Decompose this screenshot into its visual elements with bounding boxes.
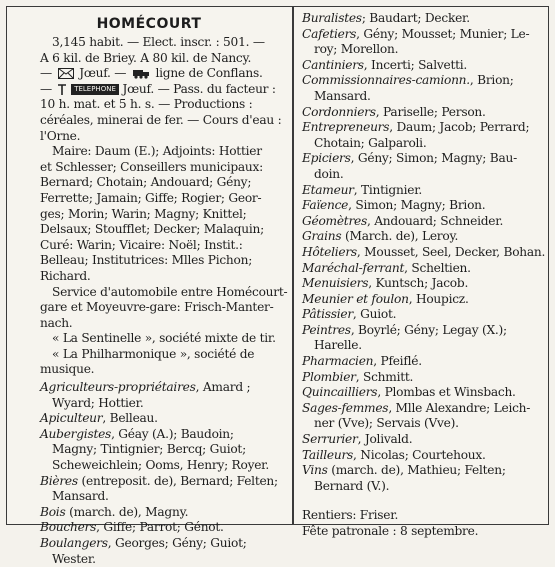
left-entries (40, 380, 286, 567)
entry-text: , Schmitt. (355, 369, 414, 384)
entry-name: Quincailliers (302, 385, 378, 400)
mairie-line: Ferrette; Jamain; Giffe; Rogier; Geor- (40, 190, 262, 205)
intro-line: ligne de Conflans. (155, 66, 263, 81)
right-column (294, 7, 550, 540)
entry-name: Maréchal-ferrant (302, 260, 405, 275)
envelope-icon (58, 68, 74, 79)
entry-name: Meunier et foulon (302, 291, 409, 306)
societies-block (40, 331, 286, 378)
entry-text: , Plombas et Winsbach. (377, 385, 516, 400)
entry (302, 261, 544, 277)
entry (302, 448, 544, 464)
entry-text: ner (Vve); Servais (Vve). (314, 416, 459, 431)
entry-text: Chotain; Galparoli. (314, 135, 427, 150)
entry-name: Faïence (302, 198, 349, 213)
entry (302, 27, 544, 58)
entry (302, 276, 544, 292)
entry-text: Mansard. (52, 489, 109, 504)
entry-text: (March. de), Leroy. (341, 229, 459, 244)
footer-line: Fête patronale : 8 septembre. (302, 524, 479, 538)
entry-text: , Amard ; (195, 380, 251, 395)
entry (40, 536, 286, 567)
entry-name: Buralistes (302, 11, 362, 25)
telephone-badge: TELEPHONE (71, 84, 119, 95)
mairie-line: et Schlesser; Conseillers municipaux: (40, 159, 264, 174)
entry (302, 354, 544, 370)
intro-line: Jœuf. — (79, 66, 130, 81)
intro-line: l'Orne. (40, 128, 81, 143)
dash-mark: — (40, 81, 56, 96)
entry (302, 401, 544, 432)
entry-text: , Tintignier. (353, 182, 423, 197)
entry-text: , Mlle Alexandre; Leich- (388, 400, 531, 415)
railway-icon (132, 68, 150, 79)
entry-text: , Belleau. (102, 411, 158, 426)
entry-text: , Incerti; Salvetti. (363, 57, 468, 72)
service-line: gare et Moyeuvre-gare: Frisch-Manter- (40, 300, 274, 315)
dash-mark: — (40, 66, 56, 81)
entry-text: (march. de), Magny. (65, 504, 189, 519)
service-line: nach. (40, 315, 73, 330)
entry (302, 229, 544, 245)
entry-text: Scheweichlein; Ooms, Henry; Royer. (52, 458, 270, 473)
entry (40, 474, 286, 505)
left-column (7, 7, 292, 567)
entry-text: , Simon; Magny; Brion. (348, 198, 486, 213)
entry-name: Bouchers (40, 520, 97, 535)
entry-name: Epiciers (302, 151, 351, 166)
entry-text: Harelle. (314, 338, 362, 353)
entry-name: Entrepreneurs (302, 120, 390, 135)
entry-name: Pharmacien (302, 354, 374, 369)
entry-name: Plombier (302, 369, 356, 384)
entry-text: Wester. (52, 551, 96, 566)
society-line: « La Philharmonique », société de (52, 346, 255, 361)
entry-name: Sages-femmes (302, 400, 389, 415)
society-line: musique. (40, 362, 95, 377)
entry (40, 380, 286, 411)
entry-text: , Gény; Mousset; Munier; Le- (356, 26, 530, 41)
entry-name: Cafetiers (302, 26, 357, 41)
entry (40, 427, 286, 474)
entry-name: Bois (40, 504, 66, 519)
entry (302, 385, 544, 401)
entry-text: , Gény; Simon; Magny; Bau- (350, 151, 517, 166)
entry (302, 432, 544, 448)
mairie-line: ges; Morin; Warin; Magny; Knittel; (40, 206, 247, 221)
entry (302, 292, 544, 308)
telegraph-icon (58, 84, 66, 95)
entry-text: doin. (314, 166, 344, 181)
footer-block (302, 508, 544, 539)
entry (302, 463, 544, 494)
entry-text: Bernard (V.). (314, 478, 390, 493)
mairie-line: Curé: Warin; Vicaire: Noël; Instit.: (40, 237, 243, 252)
entry-name: Tailleurs (302, 447, 354, 462)
entry (40, 505, 286, 521)
entry-name: Apiculteur (40, 411, 103, 426)
page-title: HOMÉCOURT (96, 16, 202, 32)
intro-line: 3,145 habit. — Elect. inscr. : 501. — (52, 35, 265, 49)
entry-text: (march. de), Mathieu; Felten; (327, 463, 506, 478)
entry-text: roy; Morellon. (314, 42, 399, 57)
entry (302, 58, 544, 74)
entry-text: , Georges; Gény; Guiot; (107, 536, 247, 550)
entry-text: ; Baudart; Decker. (361, 11, 470, 25)
intro-line: Jœuf. — Pass. du facteur : (122, 81, 276, 96)
society-line: « La Sentinelle », société mixte de tir. (52, 331, 276, 346)
intro-block (40, 35, 286, 144)
entry-text: , Giffe; Parrot; Génot. (96, 520, 224, 535)
mairie-line: Maire: Daum (E.); Adjoints: Hottier (52, 144, 262, 159)
entry-name: Menuisiers (302, 276, 369, 291)
entry-name: Vins (302, 463, 328, 478)
entry-name: Etameur (302, 182, 354, 197)
mairie-line: Delsaux; Stoufflet; Decker; Malaquin; (40, 222, 264, 237)
entry (302, 73, 544, 104)
service-line: Service d'automobile entre Homécourt- (52, 284, 288, 299)
entry-name: Commissionnaires-camionn. (302, 73, 470, 88)
entry-name: Cantiniers (302, 57, 364, 72)
entry (302, 183, 544, 199)
entry-name: Grains (302, 229, 342, 244)
entry (302, 151, 544, 182)
entry-name: Boulangers (40, 536, 108, 550)
entry (302, 323, 544, 354)
entry-text: , Scheltien. (404, 260, 471, 275)
entry-text: , Jolivald. (357, 432, 413, 447)
entry (302, 370, 544, 386)
entry-text: Mansard. (314, 88, 371, 103)
entry-text: , Géay (A.); Baudoin; (111, 426, 234, 441)
entry-text: , Daum; Jacob; Perrard; (389, 120, 530, 135)
service-block (40, 285, 286, 332)
entry (302, 105, 544, 121)
entry-name: Peintres (302, 322, 351, 337)
entry (302, 198, 544, 214)
entry (302, 214, 544, 230)
entry-text: , Boyrlé; Gény; Legay (X.); (350, 322, 507, 337)
directory-page (6, 6, 549, 566)
mairie-line: Bernard; Chotain; Andouard; Gény; (40, 175, 252, 190)
mairie-block (40, 144, 286, 284)
entry-text: , Brion; (469, 73, 514, 88)
entry-name: Pâtissier (302, 307, 353, 322)
entry-text: Wyard; Hottier. (52, 395, 144, 410)
entry-text: , Pfeiflé. (373, 354, 422, 369)
intro-line: 10 h. mat. et 5 h. s. — Productions : (40, 97, 253, 112)
entry-name: Hôteliers (302, 244, 357, 259)
entry-text: , Pariselle; Person. (375, 104, 486, 119)
entry (40, 520, 286, 536)
entry-text: , Andouard; Schneider. (367, 213, 504, 228)
entry-name: Cordonniers (302, 104, 376, 119)
footer-line: Rentiers: Friser. (302, 508, 399, 523)
entry (302, 245, 544, 261)
entry (302, 307, 544, 323)
entry-name: Serrurier (302, 432, 358, 447)
entry-text: , Guiot. (352, 307, 397, 322)
entry-name: Bières (40, 473, 78, 488)
entry (302, 11, 544, 27)
mairie-line: Richard. (40, 268, 91, 283)
intro-line: céréales, minerai de fer. — Cours d'eau : (40, 112, 282, 127)
entry-name: Aubergistes (40, 426, 112, 441)
entry-text: Magny; Tintignier; Bercq; Guiot; (52, 442, 246, 457)
intro-line: A 6 kil. de Briey. A 80 kil. de Nancy. (40, 50, 252, 65)
mairie-line: Belleau; Institutrices: Mlles Pichon; (40, 253, 253, 268)
entry-text: , Kuntsch; Jacob. (368, 276, 469, 291)
entry (40, 411, 286, 427)
entry (302, 120, 544, 151)
right-entries (302, 11, 544, 494)
entry-text: (entreposit. de), Bernard; Felten; (77, 473, 278, 488)
entry-text: , Nicolas; Courtehoux. (353, 447, 486, 462)
entry-name: Agriculteurs-propriétaires (40, 380, 196, 395)
entry-text: , Houpicz. (408, 291, 469, 306)
entry-name: Géomètres (302, 213, 367, 228)
entry-text: , Mousset, Seel, Decker, Bohan. (356, 244, 546, 259)
